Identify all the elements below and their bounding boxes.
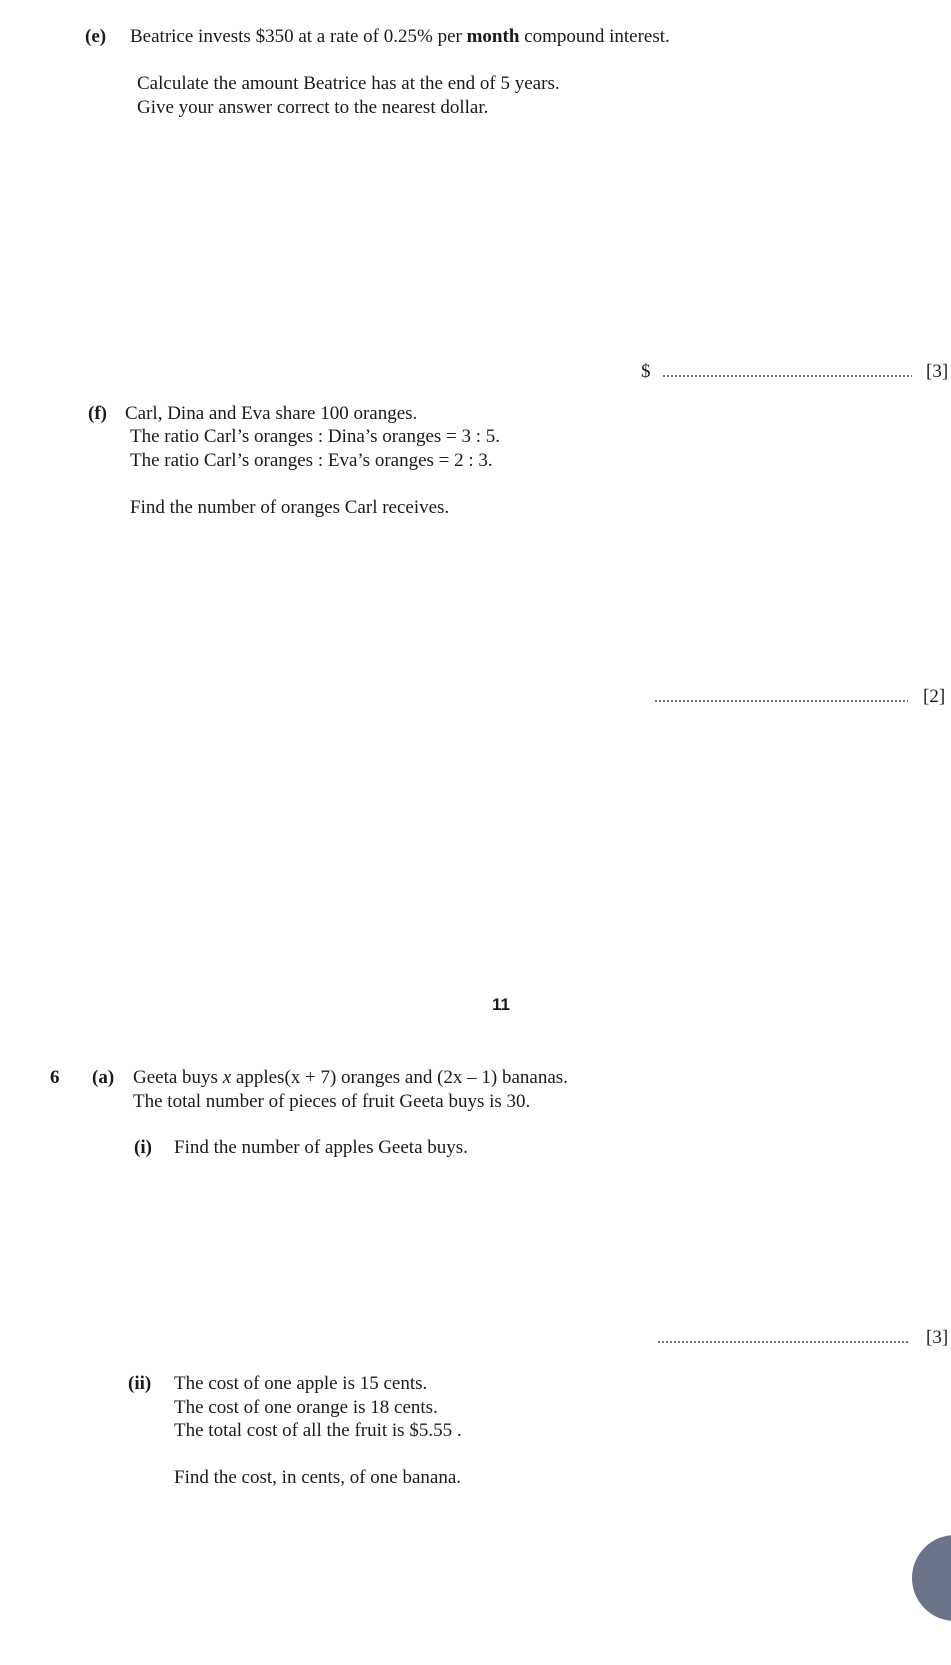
part-f-line1: Carl, Dina and Eva share 100 oranges. <box>125 403 418 424</box>
q6-line1-rest: (x + 7) oranges and (2x – 1) bananas. <box>284 1067 568 1088</box>
part-e-answer-line[interactable] <box>662 375 912 377</box>
part-f-line2: The ratio Carl’s oranges : Dina’s oranges = 3 : 5. <box>130 426 501 447</box>
question-6ai-label: (i) <box>134 1137 152 1158</box>
q6-line1-apples: apples <box>231 1067 285 1088</box>
question-6ai-marks: [3] <box>926 1327 949 1348</box>
part-e-bold-word: month <box>466 26 520 47</box>
part-e-line3: Give your answer correct to the nearest dollar. <box>137 97 489 118</box>
part-e-line1-text: Beatrice invests $350 at a rate of 0.25% per <box>130 26 467 47</box>
part-e-line1 <box>130 25 670 48</box>
question-6aii-line3: The total cost of all the fruit is $5.55 . <box>174 1420 462 1441</box>
part-f-answer-line[interactable] <box>654 700 908 702</box>
page-number: 11 <box>492 995 510 1014</box>
question-6aii-line4: Find the cost, in cents, of one banana. <box>174 1467 462 1488</box>
question-6a-line1 <box>133 1066 568 1089</box>
part-e-answer-prefix: $ <box>641 361 651 382</box>
part-f-line4: Find the number of oranges Carl receives. <box>130 497 450 518</box>
floating-action-button[interactable] <box>912 1535 951 1621</box>
question-6ai-answer-line[interactable] <box>657 1341 910 1343</box>
question-6a-line2: The total number of pieces of fruit Geeta buys is 30. <box>133 1091 531 1112</box>
question-6aii-label: (ii) <box>128 1373 152 1394</box>
question-6a-label: (a) <box>92 1067 115 1088</box>
part-e-marks: [3] <box>926 361 949 382</box>
question-6ai-text: Find the number of apples Geeta buys. <box>174 1137 468 1158</box>
q6-line1-start: Geeta buys <box>133 1067 223 1088</box>
part-e-line2: Calculate the amount Beatrice has at the end of 5 years. <box>137 73 560 94</box>
part-f-label: (f) <box>88 403 107 424</box>
part-e-line1-end: compound interest. <box>519 26 670 47</box>
part-e-label: (e) <box>85 26 107 47</box>
question-6aii-line1: The cost of one apple is 15 cents. <box>174 1373 428 1394</box>
question-6-number: 6 <box>50 1067 60 1088</box>
q6-variable-x: x <box>222 1067 232 1088</box>
part-f-line3: The ratio Carl’s oranges : Eva’s oranges = 2 : 3. <box>130 450 493 471</box>
question-6aii-line2: The cost of one orange is 18 cents. <box>174 1397 438 1418</box>
part-f-marks: [2] <box>923 686 946 707</box>
